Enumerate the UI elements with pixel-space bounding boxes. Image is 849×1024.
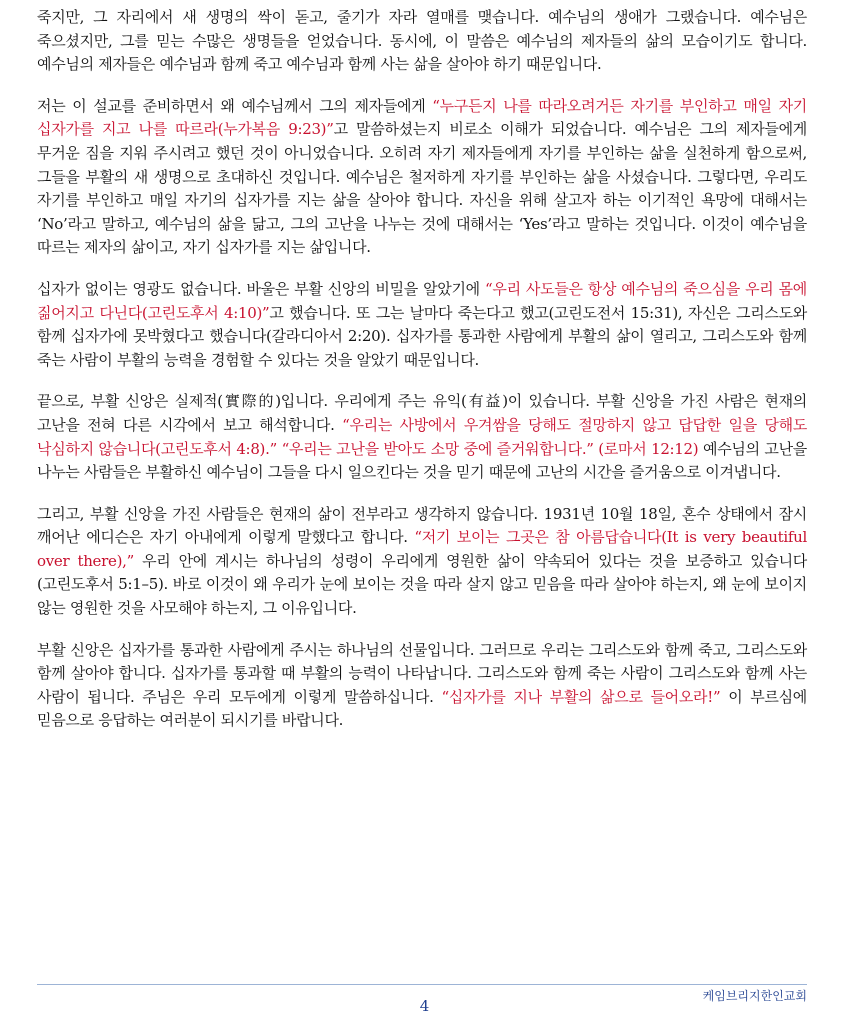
paragraph-text: 이 부르심에 믿음으로 응답하는 여러분이 되시기를 바랍니다. xyxy=(37,687,807,730)
paragraph-text: 그리고, 부활 신앙을 가진 사람들은 현재의 삶이 전부라고 생각하지 않습니다. 1931년 10월 18일, 혼수 상태에서 잠시 깨어난 에디슨은 자기 아내에게 이렇게 말했다고 합니다. xyxy=(37,504,807,547)
paragraph-text: 고 말씀하셨는지 비로소 이해가 되었습니다. 예수님은 그의 제자들에게 무거운 짐을 지워 주시려고 했던 것이 아니었습니다. 오히려 자기 제자들에게 자기를 부인하는 삶을 실천하게 함으로써, 그들을 부활의 새 생명으로 초대하신 것입니다. 예수님은 철저하게 자기를 부인하는 삶을 사셨습니다. 그렇다면, 우리도 자기를 부인하고 매일 자기의 십자가를 지는 삶을 살아야 합니다. 자신을 위해 살고자 하는 이기적인 욕망에 대해서는 ‘No’라고 말하고, 예수님의 삶을 닮고, 그의 고난을 나누는 것에 대해서는 ‘Yes’라고 말하는 것입니다. 이것이 예수님을 따르는 제자의 삶이고, 자기 십자가를 지는 삶입니다. xyxy=(37,120,807,257)
paragraph xyxy=(37,95,807,260)
paragraph xyxy=(37,503,807,621)
paragraph xyxy=(37,6,807,77)
paragraph-text: 우리 안에 계시는 하나님의 성령이 우리에게 영원한 삶이 약속되어 있다는 것을 보증하고 있습니다(고린도후서 5:1–5). 바로 이것이 왜 우리가 눈에 보이는 것을 따라 살지 않고 믿음을 따라 살아야 하는지, 왜 눈에 보이지 않는 영원한 것을 사모해야 하는지, 그 이유입니다. xyxy=(37,551,807,618)
paragraph-text: 죽지만, 그 자리에서 새 생명의 싹이 돋고, 줄기가 자라 열매를 맺습니다. 예수님의 생애가 그랬습니다. 예수님은 죽으셨지만, 그를 믿는 수많은 생명들을 얻었습니다. 동시에, 이 말씀은 예수님의 제자들의 삶의 모습이기도 합니다. 예수님의 제자들은 예수님과 함께 죽고 예수님과 함께 사는 삶을 살아야 하기 때문입니다. xyxy=(37,8,807,74)
highlighted-quote: “우리 사도들은 항상 예수님의 죽으심을 우리 몸에 짊어지고 다닌다(고린도후서 4:10)” xyxy=(37,279,807,322)
paragraph-text: 십자가 없이는 영광도 없습니다. 바울은 부활 신앙의 비밀을 알았기에 xyxy=(37,279,486,298)
page-number: 4 xyxy=(419,997,430,1015)
paragraph xyxy=(37,278,807,372)
paragraph-text: 예수님의 고난을 나누는 사람들은 부활하신 예수님이 그들을 다시 일으킨다는 것을 믿기 때문에 고난의 시간을 즐거움으로 이겨냅니다. xyxy=(37,439,807,482)
highlighted-quote: “저기 보이는 그곳은 참 아름답습니다(It is very beautiful over there),” xyxy=(37,528,807,570)
highlighted-quote: “십자가를 지나 부활의 삶으로 들어오라!” xyxy=(441,687,721,706)
paragraph xyxy=(37,639,807,733)
sermon-body xyxy=(37,6,807,751)
paragraph xyxy=(37,390,807,484)
paragraph-text: 저는 이 설교를 준비하면서 왜 예수님께서 그의 제자들에게 xyxy=(37,96,433,115)
footer-divider xyxy=(37,984,807,985)
paragraph-text: 끝으로, 부활 신앙은 실제적(實際的)입니다. 우리에게 주는 유익(有益)이 있습니다. 부활 신앙을 가진 사람은 현재의 고난을 전혀 다른 시각에서 보고 해석합니다. xyxy=(37,392,807,434)
highlighted-quote: “우리는 사방에서 우겨쌈을 당해도 절망하지 않고 답답한 일을 당해도 낙심하지 않습니다(고린도후서 4:8).” “우리는 고난을 받아도 소망 중에 즐거워합니다.” (로마서 12:12) xyxy=(37,415,808,458)
highlighted-quote: “누구든지 나를 따라오려거든 자기를 부인하고 매일 자기 십자가를 지고 나를 따르라(누가복음 9:23)” xyxy=(37,96,807,139)
paragraph-text: 고 했습니다. 또 그는 날마다 죽는다고 했고(고린도전서 15:31), 자신은 그리스도와 함께 십자가에 못박혔다고 했습니다(갈라디아서 2:20). 십자가를 통과한 사람에게 부활의 삶이 열리고, 그리스도와 함께 죽는 사람이 부활의 능력을 경험할 수 있다는 것을 알았기 때문입니다. xyxy=(37,303,807,369)
paragraph-text: 부활 신앙은 십자가를 통과한 사람에게 주시는 하나님의 선물입니다. 그러므로 우리는 그리스도와 함께 죽고, 그리스도와 함께 살아야 합니다. 십자가를 통과할 때 부활의 능력이 나타납니다. 그리스도와 함께 죽는 사람이 그리스도와 함께 사는 사람이 됩니다. 주님은 우리 모두에게 이렇게 말씀하십니다. xyxy=(37,640,807,706)
church-name: 케임브리지한인교회 xyxy=(702,989,807,1003)
